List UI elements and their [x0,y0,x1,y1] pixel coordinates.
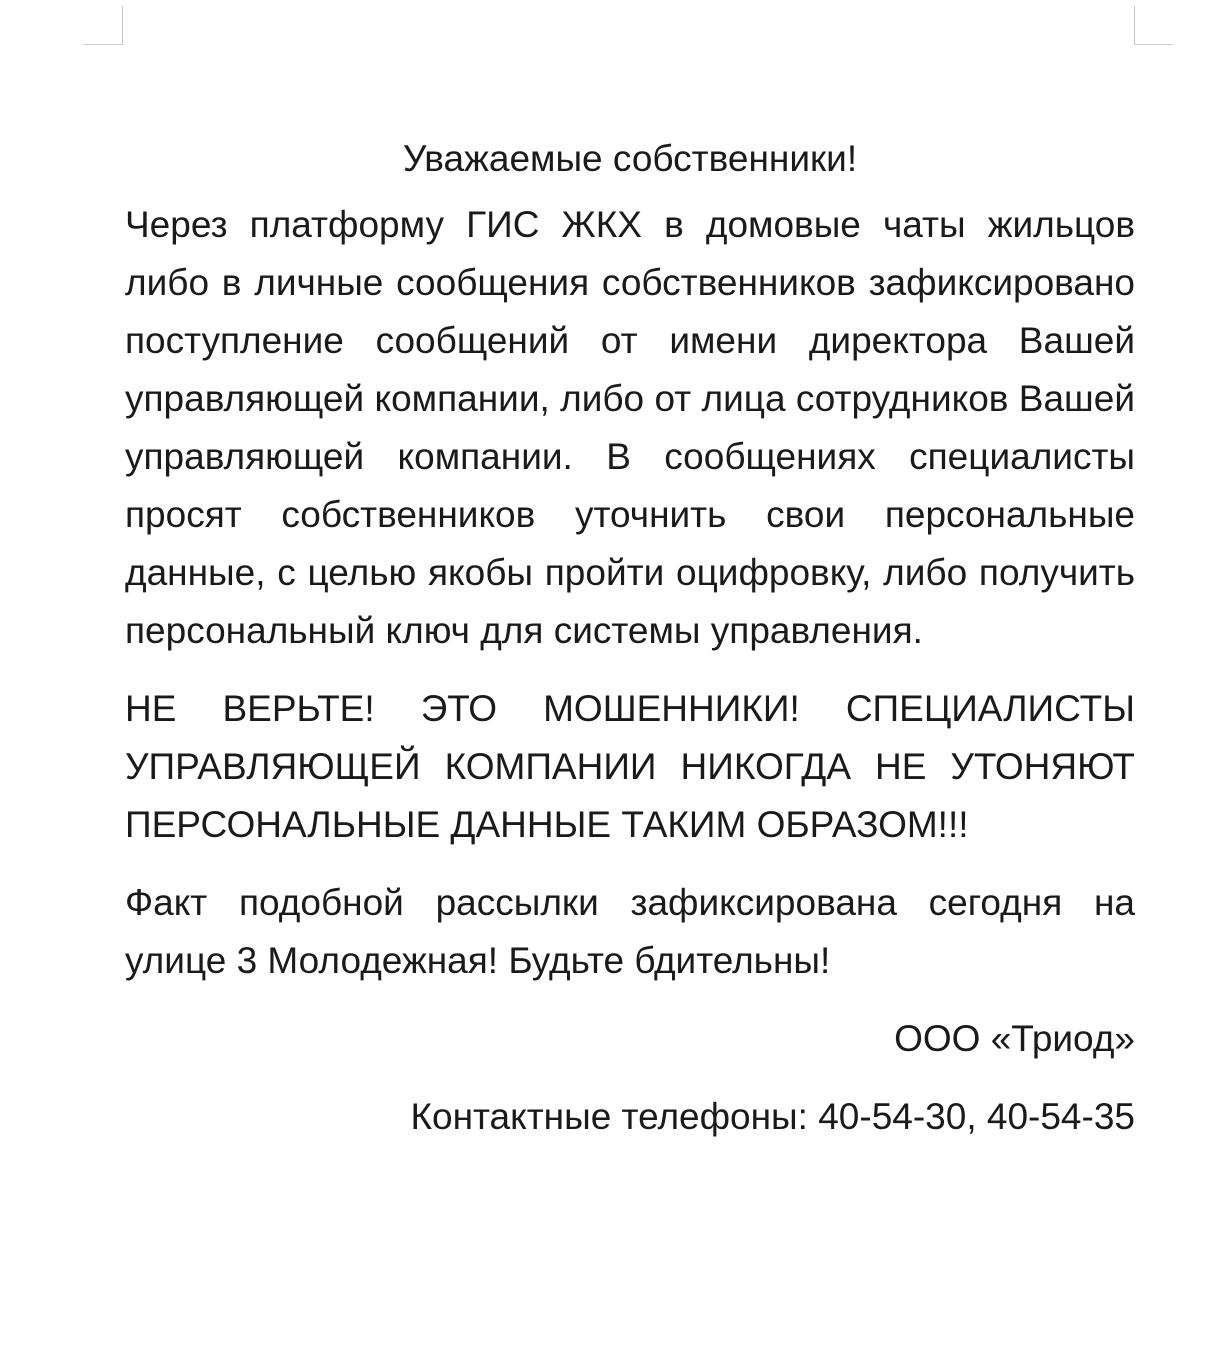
notice-paragraph: Через платформу ГИС ЖКХ в домовые чаты жильцов либо в личные сообщения собственников зафиксировано поступление сообщений от имени директора Вашей управляющей компании, либо от лица сотрудников Вашей управляющей компании. В сообщениях специалисты просят собственников уточнить свои персональные данные, с целью якобы пройти оцифровку, либо получить персональный ключ для системы управления. [125,204,1135,651]
incident-paragraph: Факт подобной рассылки зафиксирована сегодня на улице 3 Молодежная! Будьте бдительны! [125,882,1135,981]
page-corner-mark-top-right [1134,6,1173,45]
warning-paragraph: НЕ ВЕРЬТЕ! ЭТО МОШЕННИКИ! СПЕЦИАЛИСТЫ УПРАВЛЯЮЩЕЙ КОМПАНИИ НИКОГДА НЕ УТОНЯЮТ ПЕРСОНАЛЬНЫЕ ДАННЫЕ ТАКИМ ОБРАЗОМ!!! [125,688,1135,845]
company-signature: ООО «Триод» [894,1018,1135,1059]
contact-phones: Контактные телефоны: 40-54-30, 40-54-35 [410,1096,1135,1137]
document-heading: Уважаемые собственники! [402,138,858,179]
page-corner-mark-top-left [84,6,123,45]
document-body [125,130,1135,1146]
